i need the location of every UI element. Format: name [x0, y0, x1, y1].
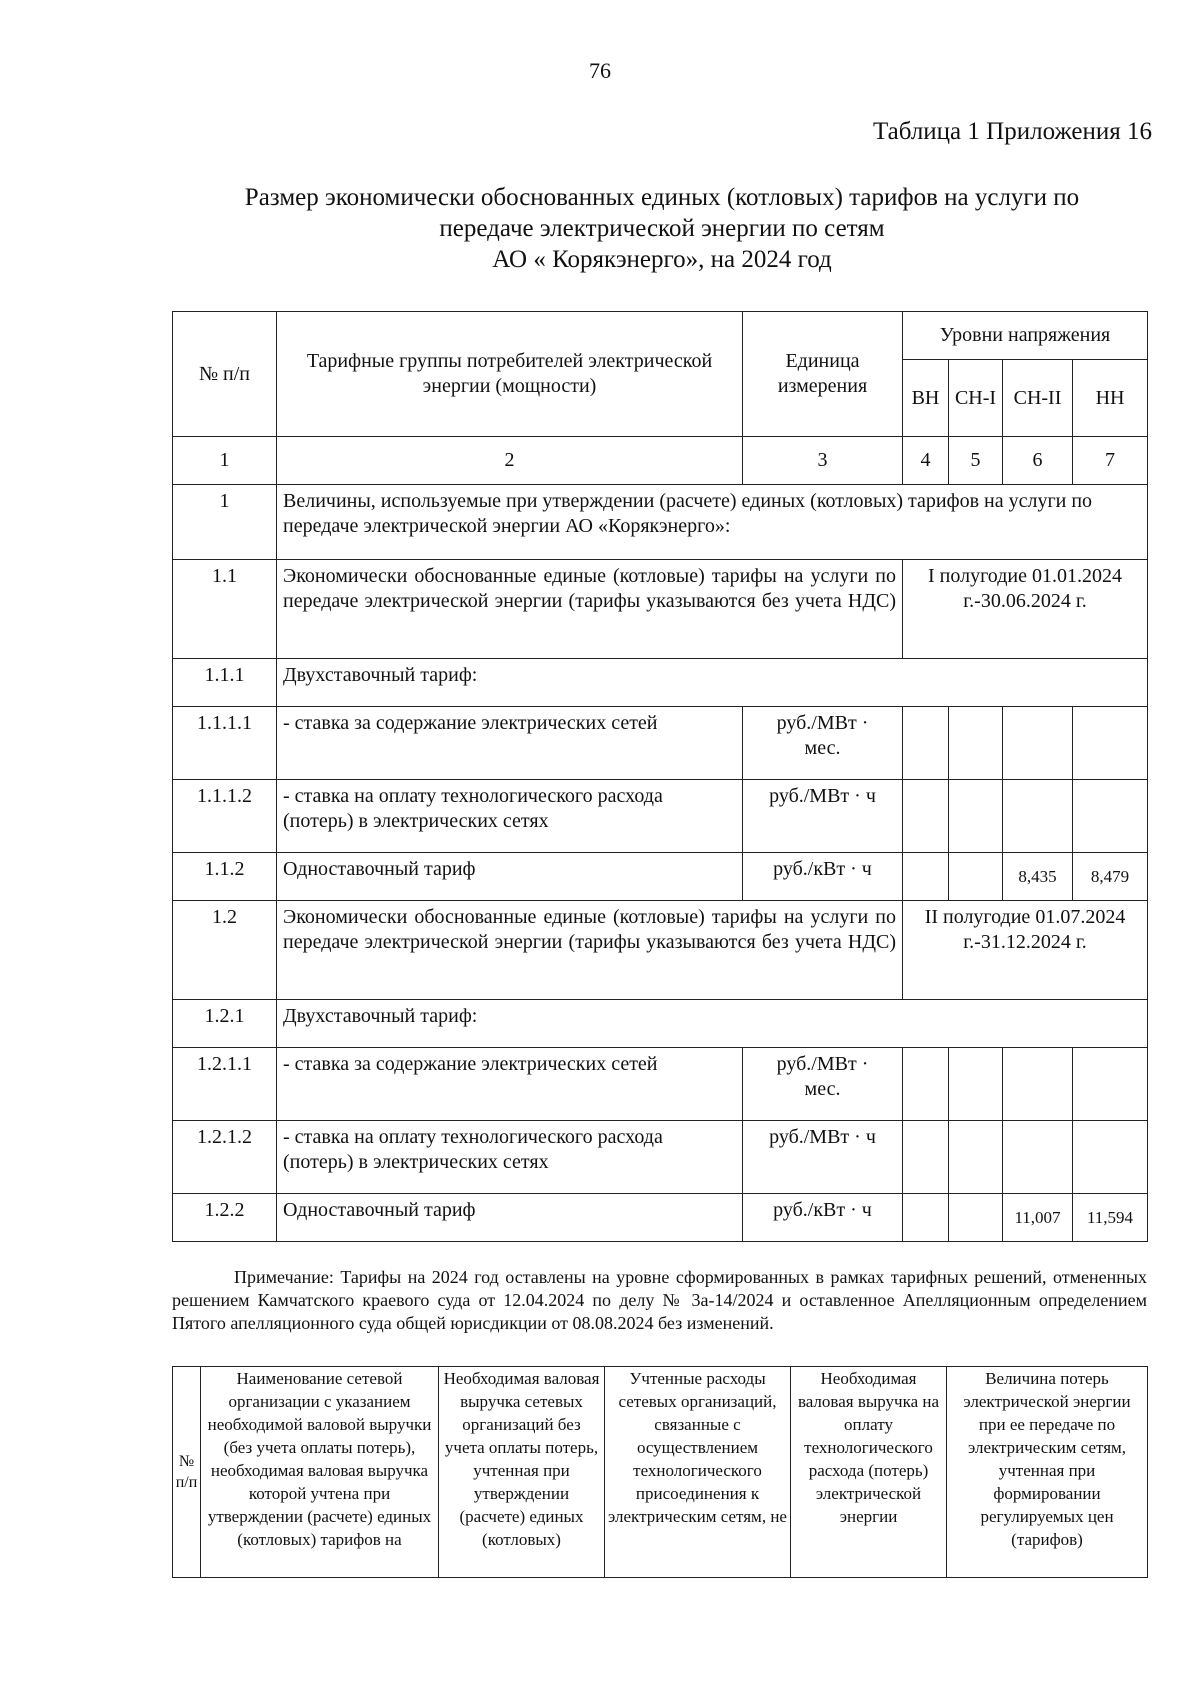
value-nn: 11,594	[1073, 1194, 1148, 1242]
header-text: Величина потерь электрической энергии при ее передаче по электрическим сетям, учтенная при формировании регулируемых цен (тарифов)	[963, 1369, 1131, 1549]
column-number: 7	[1073, 437, 1148, 485]
header-cell	[201, 1367, 439, 1578]
row-num: 1.1	[173, 560, 277, 659]
header-sn1: СН-I	[949, 360, 1003, 437]
value-vn	[903, 780, 949, 853]
column-number: 2	[277, 437, 743, 485]
column-number: 1	[173, 437, 277, 485]
column-number: 4	[903, 437, 949, 485]
header-num: № п/п	[173, 312, 277, 437]
row-text: - ставка на оплату технологического расхода (потерь) в электрических сетях	[277, 1121, 743, 1194]
header-voltage-levels: Уровни напряжения	[903, 312, 1148, 360]
header-text: Наименование сетевой организации с указанием необходимой валовой выручки (без учета оплаты потерь), необходимая валовая выручка которой учтена при утверждении (расчете) единых (котловых) тарифов на	[207, 1369, 432, 1549]
column-number: 6	[1003, 437, 1073, 485]
row-text: Одноставочный тариф	[277, 1194, 743, 1242]
row-num: 1.2.2	[173, 1194, 277, 1242]
row-unit: руб./кВт · ч	[743, 853, 903, 901]
column-number: 3	[743, 437, 903, 485]
value-sn1	[949, 1121, 1003, 1194]
period-label: I полугодие 01.01.2024 г.-30.06.2024 г.	[903, 560, 1148, 659]
value-sn2: 8,435	[1003, 853, 1073, 901]
header-cell	[439, 1367, 605, 1578]
header-unit: Единица измерения	[743, 312, 903, 437]
header-sn2: СН-II	[1003, 360, 1073, 437]
row-unit: руб./МВт · ч	[743, 780, 903, 853]
row-text: Одноставочный тариф	[277, 853, 743, 901]
row-num: 1	[173, 485, 277, 560]
value-sn1	[949, 1048, 1003, 1121]
value-sn2	[1003, 780, 1073, 853]
header-cell	[605, 1367, 791, 1578]
value-nn	[1073, 780, 1148, 853]
row-num: 1.1.1.1	[173, 707, 277, 780]
row-num: 1.2.1.2	[173, 1121, 277, 1194]
tariff-table	[172, 311, 1148, 1242]
value-vn	[903, 853, 949, 901]
tariff-description: Экономически обоснованные единые (котловые) тарифы на услуги по передаче электрической энергии (тарифы указываются без учета НДС)	[277, 560, 903, 659]
table-label: Таблица 1 Приложения 16	[872, 118, 1152, 145]
row-num: 1.1.1	[173, 659, 277, 707]
row-unit: руб./МВт · мес.	[743, 707, 903, 780]
value-sn2	[1003, 1048, 1073, 1121]
header-cell	[791, 1367, 947, 1578]
value-sn2: 11,007	[1003, 1194, 1073, 1242]
section-text: Величины, используемые при утверждении (расчете) единых (котловых) тарифов на услуги по передаче электрической энергии АО «Корякэнерго»:	[277, 485, 1148, 560]
row-unit: руб./МВт · мес.	[743, 1048, 903, 1121]
row-text: Двухставочный тариф:	[277, 1000, 1148, 1048]
value-sn1	[949, 780, 1003, 853]
row-unit: руб./МВт · ч	[743, 1121, 903, 1194]
value-nn	[1073, 707, 1148, 780]
value-nn	[1073, 1121, 1148, 1194]
header-groups: Тарифные группы потребителей электрической энергии (мощности)	[277, 312, 743, 437]
header-cell	[947, 1367, 1148, 1578]
note-text: Примечание: Тарифы на 2024 год оставлены на уровне сформированных в рамках тарифных решений, отмененных решением Камчатского краевого суда от 12.04.2024 по делу № 3а-14/2024 и оставленное Апелляционным определением Пятого апелляционного суда общей юрисдикции от 08.08.2024 без изменений.	[172, 1267, 1147, 1333]
page-number: 76	[589, 58, 611, 83]
row-text: - ставка за содержание электрических сетей	[277, 707, 743, 780]
row-text: - ставка за содержание электрических сетей	[277, 1048, 743, 1121]
header-nn: НН	[1073, 360, 1148, 437]
row-text: - ставка на оплату технологического расхода (потерь) в электрических сетях	[277, 780, 743, 853]
header-num: № п/п	[173, 1367, 201, 1578]
title-line: передаче электрической энергии по сетям	[439, 215, 885, 242]
header-text: Необходимая валовая выручка сетевых организаций без учета оплаты потерь, учтенная при утверждении (расчете) единых (котловых)	[443, 1369, 600, 1549]
value-nn: 8,479	[1073, 853, 1148, 901]
row-num: 1.2.1.1	[173, 1048, 277, 1121]
row-text: Двухставочный тариф:	[277, 659, 1148, 707]
value-vn	[903, 1194, 949, 1242]
value-vn	[903, 707, 949, 780]
header-text: Необходимая валовая выручка на оплату технологического расхода (потерь) электрической энергии	[797, 1369, 940, 1526]
row-num: 1.1.1.2	[173, 780, 277, 853]
value-sn1	[949, 707, 1003, 780]
tariff-description: Экономически обоснованные единые (котловые) тарифы на услуги по передаче электрической энергии (тарифы указываются без учета НДС)	[277, 901, 903, 1000]
header-text: Учтенные расходы сетевых организаций, связанные с осуществлением технологического присоединения к электрическим сетям, не	[608, 1369, 787, 1526]
title-line: Размер экономически обоснованных единых (котловых) тарифов на услуги по	[244, 184, 1080, 211]
row-num: 1.2.1	[173, 1000, 277, 1048]
value-sn2	[1003, 1121, 1073, 1194]
row-num: 1.2	[173, 901, 277, 1000]
value-vn	[903, 1048, 949, 1121]
value-sn1	[949, 853, 1003, 901]
column-number: 5	[949, 437, 1003, 485]
value-vn	[903, 1121, 949, 1194]
value-sn2	[1003, 707, 1073, 780]
value-nn	[1073, 1048, 1148, 1121]
value-sn1	[949, 1194, 1003, 1242]
title-line: АО « Корякэнерго», на 2024 год	[492, 246, 832, 273]
document-title	[172, 182, 1152, 275]
header-vn: ВН	[903, 360, 949, 437]
second-table	[172, 1366, 1148, 1578]
row-num: 1.1.2	[173, 853, 277, 901]
row-unit: руб./кВт · ч	[743, 1194, 903, 1242]
period-label: II полугодие 01.07.2024 г.-31.12.2024 г.	[903, 901, 1148, 1000]
